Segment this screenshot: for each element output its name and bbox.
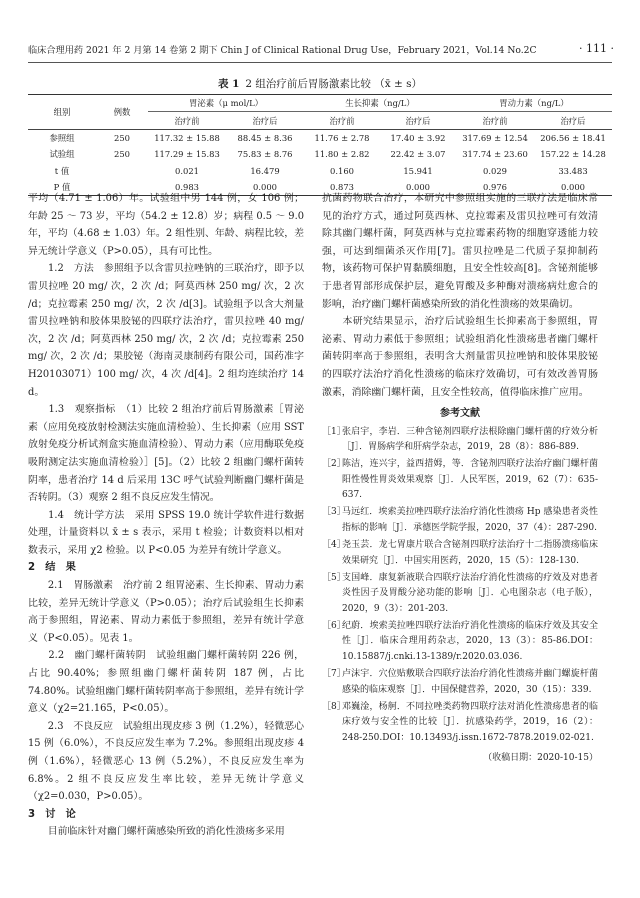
table-cell: 317.74 ± 23.60 bbox=[462, 149, 528, 160]
header-somatostatin: 生长抑素（ng/L） bbox=[304, 95, 456, 112]
table-cell: P 值 bbox=[28, 179, 96, 196]
paragraph: 1.4 统计学方法 采用 SPSS 19.0 统计学软件进行数据处理，计量资料以 x̄ ± s 表示，采用 t 检验；计数资料以相对数表示，采用 χ2 检验。以 P<0.05 为差异有统计学意义。 bbox=[28, 509, 304, 556]
right-text-column bbox=[322, 190, 598, 768]
header-group: 组别 bbox=[28, 95, 96, 130]
table-title: 2 组治疗前后胃肠激素比较 （x̄ ± s） bbox=[245, 78, 423, 90]
reference-number: ［1］ bbox=[322, 426, 346, 437]
reference-text: 马远红．埃索美拉唑四联疗法治疗消化性溃疡 Hp 感染患者炎性指标的影响［J］．承德医学院学报，2020，37（4）：287-290. bbox=[342, 507, 598, 534]
header-before: 治疗前 bbox=[304, 112, 380, 129]
page-number: · 111 · bbox=[579, 42, 614, 55]
paragraph: 平均（4.71 ± 1.06）年。试验组中男 144 例，女 106 例；年龄 25 ～ 73 岁，平均（54.2 ± 12.8）岁；病程 0.5 ～ 9.0 年，平均（4.68 ± 1.03）年。2 组性别、年龄、病程比较，差异无统计学意义（P>0.05），具有可比性。 bbox=[28, 193, 304, 257]
table-cell: 16.479 bbox=[250, 165, 280, 176]
reference-item bbox=[322, 700, 598, 747]
table-cell: 33.483 bbox=[558, 165, 588, 176]
running-header: 临床合理用药 2021 年 2 月第 14 卷第 2 期下 Chin J of Clinical Rational Drug Use，February 2021，Vol.14 No.2C bbox=[28, 45, 537, 56]
table-cell: 17.40 ± 3.92 bbox=[390, 132, 446, 143]
table-row bbox=[28, 129, 612, 146]
reference-item bbox=[322, 505, 598, 536]
reference-text: 张启宇，李岩．三种含铋剂四联疗法根除幽门螺杆菌的疗效分析［J］．胃肠病学和肝病学杂志，2019，28（8）：886-889. bbox=[342, 426, 598, 453]
paragraph: 2.1 胃肠激素 治疗前 2 组胃泌素、生长抑素、胃动力素比较，差异无统计学意义（P>0.05）；治疗后试验组生长抑素高于参照组，胃泌素、胃动力素低于参照组，差异有统计学意义（P<0.05）。见表 1。 bbox=[28, 580, 304, 644]
reference-number: ［4］ bbox=[322, 540, 346, 551]
paragraph: 1.3 观察指标 （1）比较 2 组治疗前后胃肠激素［胃泌素（应用免疫放射检测法实施血清检验）、生长抑素（应用 SST 放射免疫分析试剂盒实施血清检验）、胃动力素（应用酶联免疫吸附测定法实施血清检验）］[5]。（2）比较 2 组幽门螺杆菌转阴率，患者治疗 14 d 后采用 13C 呼气试验判断幽门螺杆菌是否转阴。（3）观察 2 组不良反应发生情况。 bbox=[28, 404, 304, 504]
reference-item bbox=[322, 457, 598, 504]
table-cell: 0.029 bbox=[483, 165, 507, 176]
table-cell bbox=[96, 163, 148, 179]
table-label: 表 1 bbox=[217, 78, 240, 90]
reference-item bbox=[322, 571, 598, 618]
table-cell: 0.000 bbox=[534, 179, 612, 196]
paragraph: 抗菌药物联合治疗，本研究中参照组实施的三联疗法是临床常见的治疗方式，通过阿莫西林、克拉霉素及雷贝拉唑可有效清除其幽门螺杆菌，阿莫西林与克拉霉素药物的细胞穿透能力较强，可达到细菌杀灭作用[7]。雷贝拉唑是二代质子泵抑制药物，该药物可保护胃黏膜细胞，且安全性较高[8]。含铋剂能够于患者胃部形成保护层，避免胃酸及多种酶对溃疡病灶愈合的影响，治疗幽门螺杆菌感染所致的消化性溃疡的效果确切。 bbox=[322, 193, 598, 310]
reference-text: 支国峰．康复新液联合四联疗法治疗消化性溃疡的疗效及对患者炎性因子及胃酸分泌功能的影响［J］．心电图杂志（电子版），2020，9（3）：201-203. bbox=[342, 572, 598, 614]
reference-number: ［6］ bbox=[322, 620, 346, 631]
table-cell: 参照组 bbox=[49, 132, 75, 143]
reference-number: ［8］ bbox=[322, 701, 346, 712]
references-heading: 参考文献 bbox=[440, 408, 480, 420]
reference-item bbox=[322, 619, 598, 666]
table-cell: 117.29 ± 15.83 bbox=[154, 149, 220, 160]
table-row bbox=[28, 163, 612, 179]
table-cell: 0.873 bbox=[304, 179, 380, 196]
table-cell: 88.45 ± 8.36 bbox=[237, 132, 293, 143]
table-cell: 0.000 bbox=[226, 179, 304, 196]
header-after: 治疗后 bbox=[534, 112, 612, 129]
table-cell: 11.80 ± 2.82 bbox=[314, 149, 370, 160]
table-row bbox=[28, 146, 612, 162]
reference-number: ［3］ bbox=[322, 507, 346, 518]
reference-number: ［2］ bbox=[322, 459, 346, 470]
received-date: （收稿日期：2020-10-15） bbox=[483, 753, 598, 764]
reference-item bbox=[322, 425, 598, 456]
left-text-column bbox=[28, 190, 304, 841]
table-cell: 250 bbox=[114, 132, 130, 143]
reference-text: 陈洁，连兴宇，益西措姆，等．含铋剂四联疗法治疗幽门螺杆菌阳性慢性胃炎效果观察［J］．人民军医，2019，62（7）：635-637. bbox=[342, 459, 598, 501]
reference-text: 邓巍淦，杨舸．不同拉唑类药物四联疗法对消化性溃疡患者的临床疗效与安全性的比较［J］．抗感染药学，2019，16（2）：248-250.DOI：10.13493/j.issn.1672-7878.2019.02-021. bbox=[342, 701, 598, 743]
reference-number: ［5］ bbox=[322, 572, 346, 583]
reference-text: 卢沫宇．穴位贴敷联合四联疗法治疗消化性溃疡并幽门螺旋杆菌感染的临床观察［J］．中国保健营养，2020，30（15）：339. bbox=[342, 668, 598, 695]
header-before: 治疗前 bbox=[148, 112, 226, 129]
header-gastrin: 胃泌素（μ mol/L） bbox=[148, 95, 304, 112]
header-cases: 例数 bbox=[96, 95, 148, 130]
header-after: 治疗后 bbox=[226, 112, 304, 129]
table-cell: 317.69 ± 12.54 bbox=[462, 132, 528, 143]
paragraph: 1.2 方法 参照组予以含雷贝拉唑钠的三联治疗，即予以雷贝拉唑 20 mg/ 次，2 次 /d；阿莫西林 250 mg/ 次，2 次 /d；克拉霉素 250 mg/ 次，2 次 /d[3]。试验组予以含大剂量雷贝拉唑钠和胶体果胶铋的四联疗法治疗，雷贝拉唑 40 mg/ 次，2 次 /d；阿莫西林 250 mg/ 次，2 次 /d；克拉霉素 250 mg/ 次，2 次 /d；果胶铋（海南灵康制药有限公司，国药准字 H20103071）100 mg/ 次，4 次 /d[4]。2 组均连续治疗 14 d。 bbox=[28, 263, 304, 398]
table-cell: 157.22 ± 14.28 bbox=[540, 149, 606, 160]
reference-item bbox=[322, 667, 598, 698]
table-cell: 0.021 bbox=[175, 165, 199, 176]
header-after: 治疗后 bbox=[380, 112, 456, 129]
reference-text: 尧玉芸．龙七胃康片联合含铋剂四联疗法治疗十二指肠溃疡临床效果研究［J］．中国实用医药，2020，15（5）：128-130. bbox=[342, 540, 598, 566]
reference-number: ［7］ bbox=[322, 668, 346, 679]
table-cell: 0.000 bbox=[380, 179, 456, 196]
table-cell: 11.76 ± 2.78 bbox=[314, 132, 370, 143]
table-cell: 15.941 bbox=[403, 165, 433, 176]
header-motilin: 胃动力素（ng/L） bbox=[456, 95, 612, 112]
reference-item bbox=[322, 538, 598, 569]
header-rule bbox=[28, 62, 612, 63]
table-cell: 22.42 ± 3.07 bbox=[390, 149, 446, 160]
table-cell: 0.983 bbox=[148, 179, 226, 196]
section-heading: 2 结 果 bbox=[28, 562, 76, 574]
reference-text: 纪蔚．埃索美拉唑四联疗法治疗消化性溃疡的临床疗效及其安全性［J］．临床合理用药杂志，2020，13（3）：85-86.DOI：10.15887/j.cnki.13-1389/r.2020.03.036. bbox=[342, 620, 598, 662]
section-heading: 3 讨 论 bbox=[28, 808, 76, 820]
table-cell: 0.976 bbox=[456, 179, 534, 196]
table-cell: 206.56 ± 18.41 bbox=[540, 132, 606, 143]
table-cell: 250 bbox=[114, 149, 130, 160]
table-caption bbox=[0, 76, 640, 91]
paragraph: 本研究结果显示，治疗后试验组生长抑素高于参照组，胃泌素、胃动力素低于参照组；试验组消化性溃疡患者幽门螺杆菌转阴率高于参照组，表明含大剂量雷贝拉唑钠和胶体果胶铋的四联疗法治疗消化性溃疡的临床疗效确切，可有效改善胃肠激素，消除幽门螺杆菌，且安全性较高，值得临床推广应用。 bbox=[322, 316, 598, 398]
table-cell: t 值 bbox=[54, 165, 70, 176]
paragraph: 目前临床针对幽门螺杆菌感染所致的消化性溃疡多采用 bbox=[28, 826, 285, 838]
header-before: 治疗前 bbox=[456, 112, 534, 129]
paragraph: 2.3 不良反应 试验组出现皮疹 3 例（1.2%），轻微恶心 15 例（6.0%），不良反应发生率为 7.2%。参照组出现皮疹 4 例（1.6%），轻微恶心 13 例（5.2%），不良反应发生率为 6.8%。2 组不良反应发生率比较，差异无统计学意义（χ2=0.030，P>0.05）。 bbox=[28, 720, 304, 803]
table-cell: 117.32 ± 15.88 bbox=[154, 132, 220, 143]
table-cell: 75.83 ± 8.76 bbox=[237, 149, 293, 160]
table-cell: 试验组 bbox=[49, 149, 75, 160]
paragraph: 2.2 幽门螺杆菌转阴 试验组幽门螺杆菌转阴 226 例，占比 90.40%；参照组幽门螺杆菌转阴 187 例，占比 74.80%。试验组幽门螺杆菌转阴率高于参照组，差异有统计学意义（χ2=21.165，P<0.05）。 bbox=[28, 650, 304, 715]
gastro-hormone-table bbox=[28, 94, 612, 196]
table-cell: 0.160 bbox=[330, 165, 354, 176]
